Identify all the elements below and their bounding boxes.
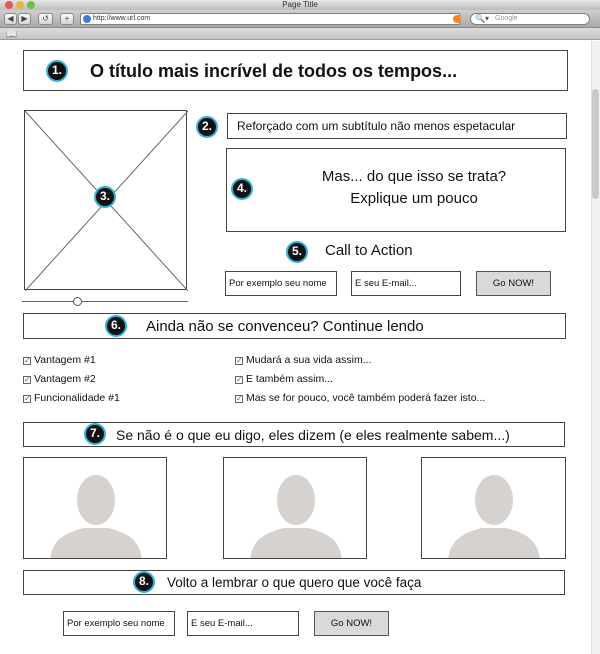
- add-tab-button[interactable]: +: [60, 13, 74, 25]
- step-badge-8: 8.: [133, 571, 155, 593]
- convince-label: Ainda não se convenceu? Continue lendo: [146, 318, 424, 335]
- testimonial-avatar-3: [421, 457, 566, 559]
- step-badge-2: 2.: [196, 116, 218, 138]
- checklist-right-item-3: ✓ Mas se for pouco, você também poderá fazer isto...: [236, 392, 486, 404]
- footer-email-input[interactable]: E seu E-mail...: [187, 611, 299, 636]
- checklist-right-item-2: ✓ E também assim...: [236, 373, 333, 385]
- reminder-label: Volto a lembrar o que quero que você faça: [167, 575, 422, 590]
- explanation-text: [309, 166, 519, 210]
- address-bar[interactable]: [80, 13, 460, 25]
- browser-toolbar: [0, 10, 600, 28]
- cta-name-input[interactable]: Por exemplo seu nome: [225, 271, 337, 296]
- window-titlebar: [0, 0, 600, 10]
- subtitle: Reforçado com um subtítulo não menos espetacular: [237, 119, 516, 133]
- image-slider-track: [22, 301, 188, 302]
- search-field[interactable]: [470, 13, 590, 25]
- scrollbar-thumb[interactable]: [592, 89, 599, 199]
- step-badge-5: 5.: [286, 241, 308, 263]
- page-title: O título mais incrível de todos os tempos...: [90, 61, 458, 81]
- image-slider-handle[interactable]: [73, 297, 82, 306]
- step-badge-6: 6.: [105, 315, 127, 337]
- headline-box: [23, 50, 568, 91]
- minimize-window-icon[interactable]: [16, 1, 24, 9]
- checkbox-icon[interactable]: ✓: [24, 375, 31, 384]
- address-url: http://www.url.com: [93, 15, 151, 22]
- bookmarks-book-icon[interactable]: 📖: [6, 29, 18, 39]
- checkbox-icon[interactable]: ✓: [24, 356, 31, 365]
- explanation-line-2: Explique um pouco: [350, 190, 478, 207]
- checkbox-icon[interactable]: ✓: [24, 394, 31, 403]
- checklist-left-item-3: ✓ Funcionalidade #1: [24, 392, 120, 404]
- forward-arrow-icon[interactable]: ▶: [18, 13, 31, 25]
- testimonial-avatar-1: [23, 457, 167, 559]
- reload-icon[interactable]: ↺: [38, 13, 53, 25]
- person-silhouette-icon: [422, 458, 566, 559]
- close-window-icon[interactable]: [5, 1, 13, 9]
- search-placeholder: Google: [495, 15, 518, 22]
- checkbox-icon[interactable]: ✓: [236, 375, 243, 384]
- testimonial-avatar-2: [223, 457, 367, 559]
- checkbox-icon[interactable]: ✓: [236, 356, 243, 365]
- checklist-right-item-1: ✓ Mudará a sua vida assim...: [236, 354, 372, 366]
- footer-go-button[interactable]: Go NOW!: [314, 611, 389, 636]
- cta-label: Call to Action: [325, 242, 413, 259]
- explanation-box: [226, 148, 566, 232]
- footer-name-input[interactable]: Por exemplo seu nome: [63, 611, 175, 636]
- step-badge-4: 4.: [231, 178, 253, 200]
- globe-icon: [83, 15, 91, 23]
- search-icon: 🔍▾: [475, 14, 489, 23]
- checklist-left-item-1: ✓ Vantagem #1: [24, 354, 96, 366]
- bookmarks-bar: [0, 28, 600, 40]
- explanation-line-1: Mas... do que isso se trata?: [321, 168, 507, 185]
- vertical-scrollbar[interactable]: [591, 41, 600, 654]
- window-title: Page Title: [282, 0, 318, 9]
- cta-go-button[interactable]: Go NOW!: [476, 271, 551, 296]
- reminder-box: [23, 570, 565, 595]
- zoom-window-icon[interactable]: [27, 1, 35, 9]
- person-silhouette-icon: [224, 458, 367, 559]
- step-badge-3: 3.: [94, 186, 116, 208]
- step-badge-7: 7.: [84, 423, 106, 445]
- rss-icon[interactable]: [453, 15, 461, 23]
- back-arrow-icon[interactable]: ◀: [4, 13, 17, 25]
- checklist-left-item-2: ✓ Vantagem #2: [24, 373, 96, 385]
- checkbox-icon[interactable]: ✓: [236, 394, 243, 403]
- subtitle-box: [227, 113, 567, 139]
- step-badge-1: 1.: [46, 60, 68, 82]
- testimonials-label: Se não é o que eu digo, eles dizem (e eles realmente sabem...): [116, 427, 510, 443]
- cta-email-input[interactable]: E seu E-mail...: [351, 271, 461, 296]
- person-silhouette-icon: [24, 458, 167, 559]
